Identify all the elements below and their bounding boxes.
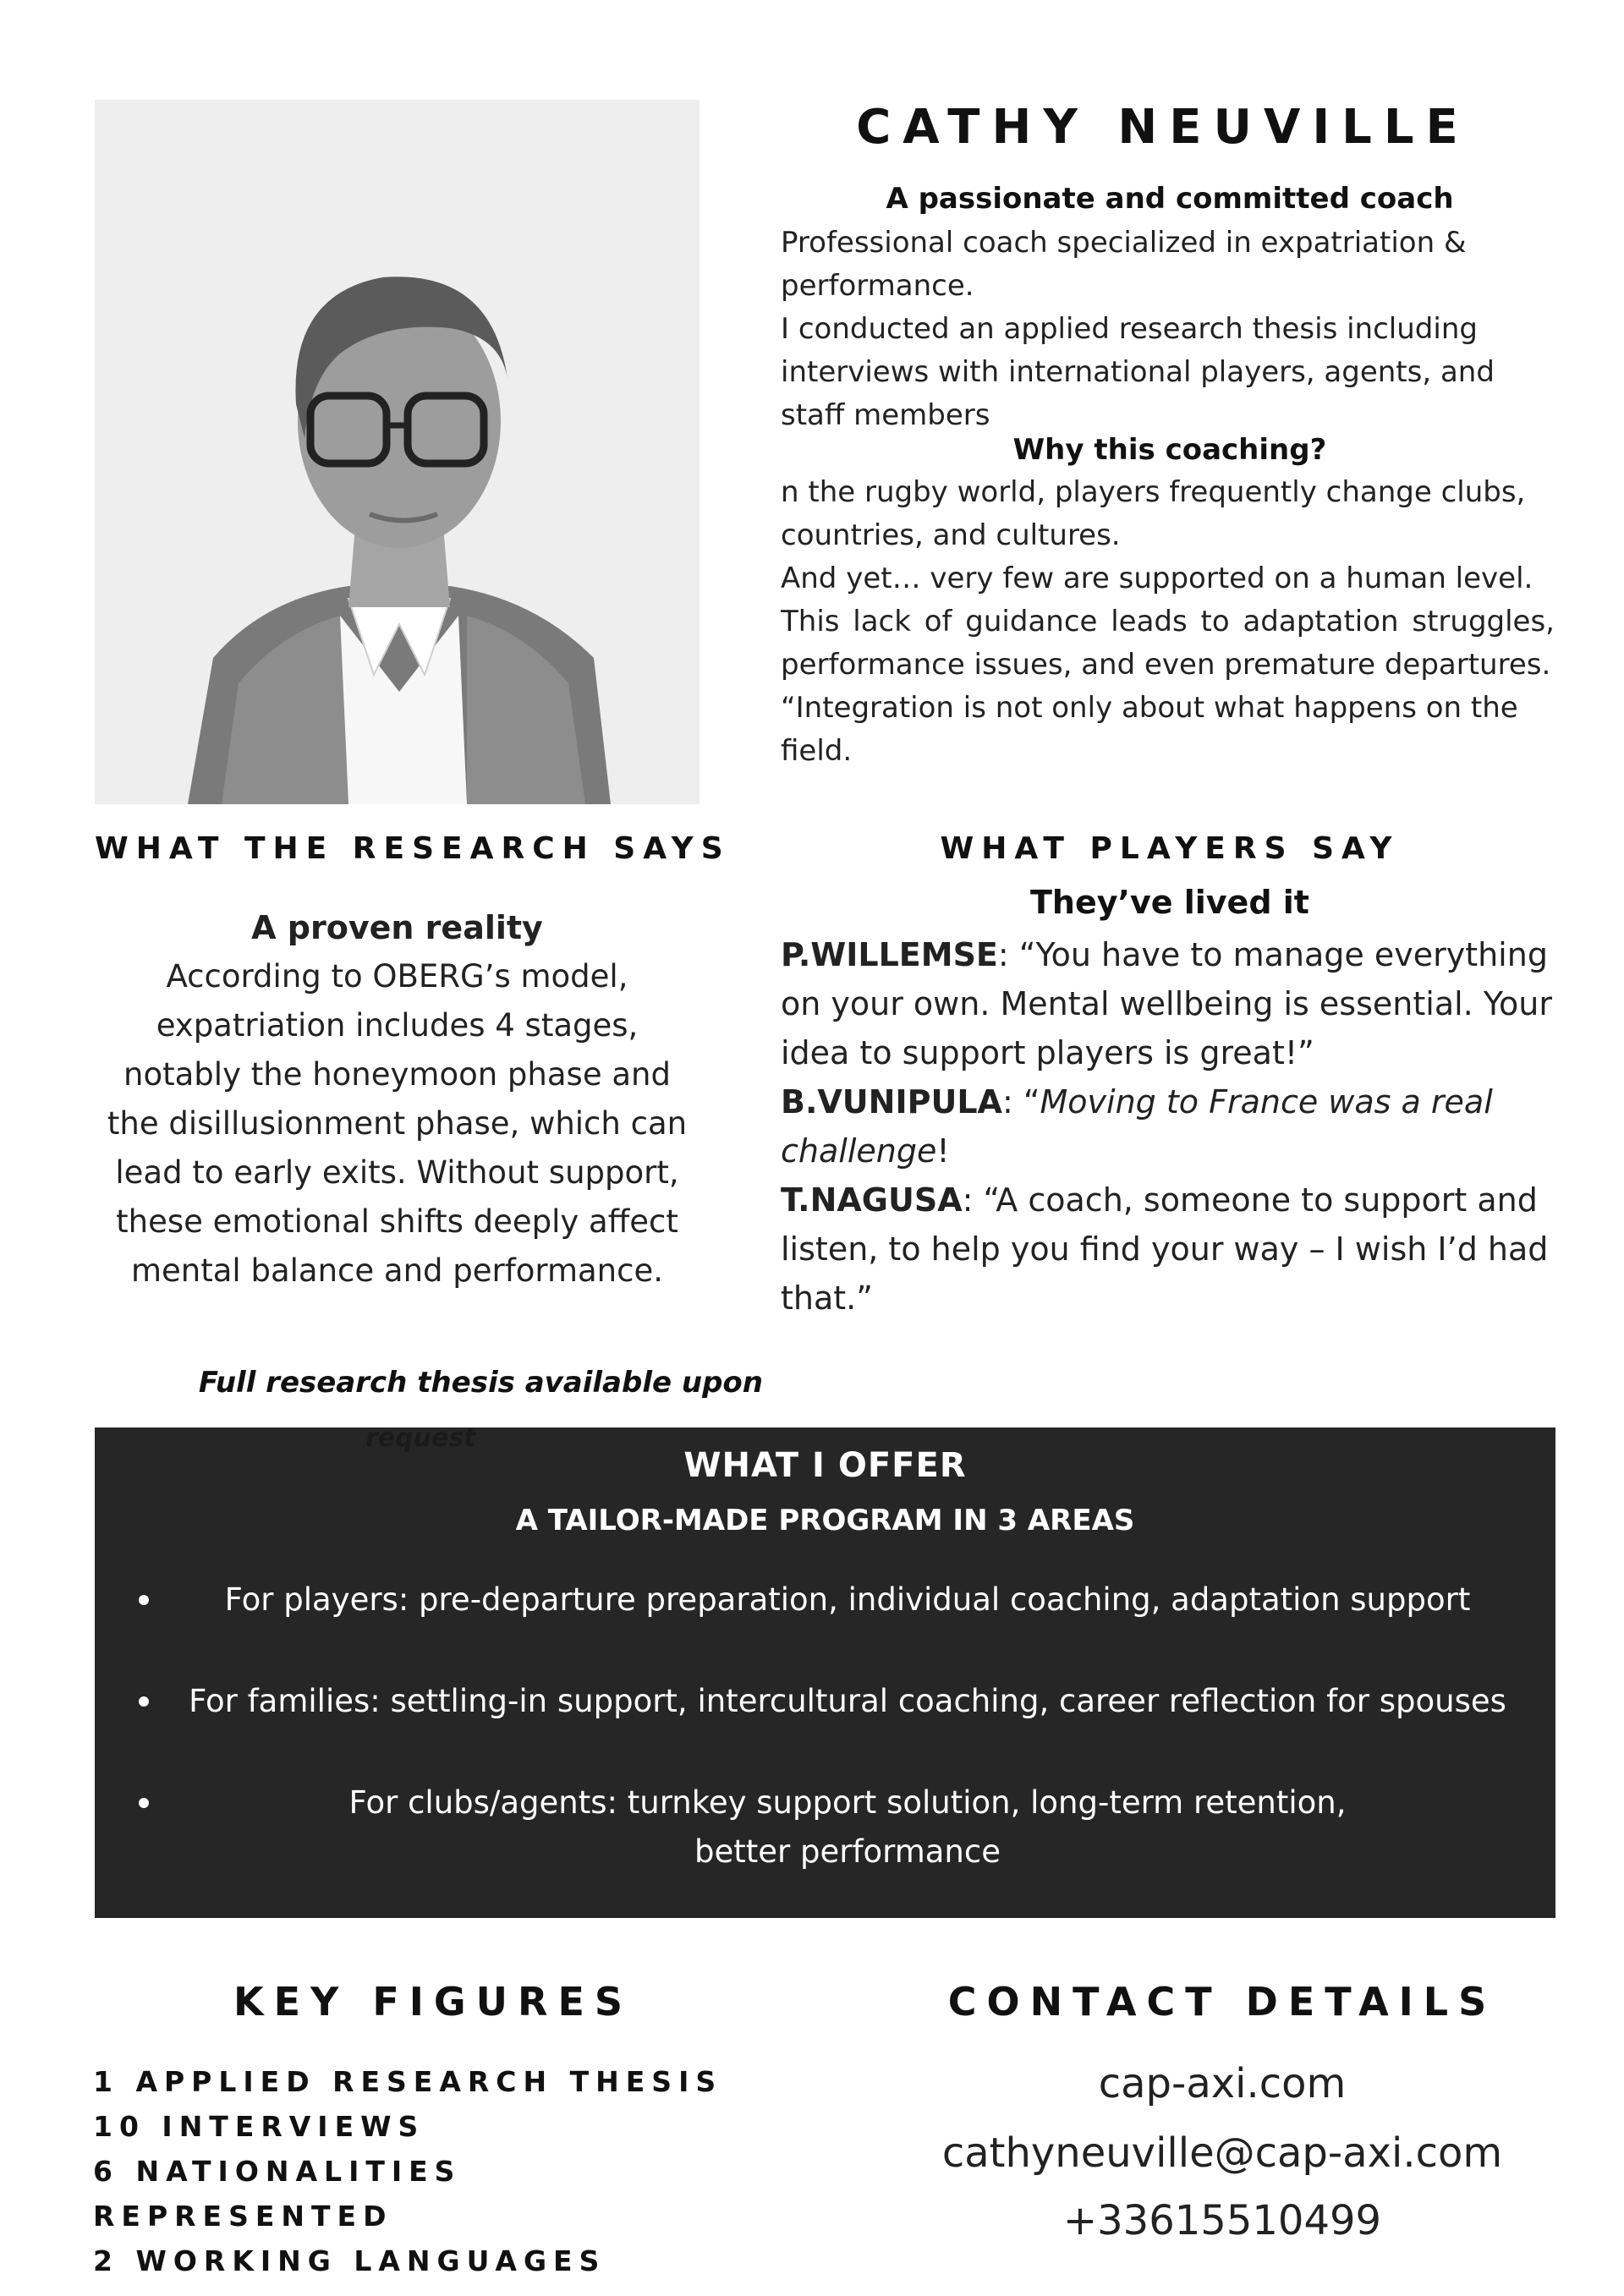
- research-body: [95, 903, 700, 1296]
- quote-item: [781, 930, 1559, 1077]
- intro-paragraph: Professional coach specialized in expatriation & performance.: [781, 226, 1467, 303]
- quote-author: T.NAGUSA: [781, 1181, 963, 1219]
- figures-list: [93, 2059, 770, 2283]
- offer-item-players: For players: pre-departure preparation, individual coaching, adaptation support: [224, 1581, 1471, 1618]
- figure-item: 10 INTERVIEWS: [93, 2110, 425, 2143]
- player-quotes: [781, 930, 1559, 1323]
- figures-title: KEY FIGURES: [233, 1979, 633, 2025]
- quote-text-italic: Moving to France was a real challenge: [781, 1083, 1493, 1170]
- contact-website[interactable]: cap-axi.com: [1098, 2060, 1347, 2107]
- quote-text: : “: [1001, 1083, 1040, 1121]
- figure-item: 6 NATIONALITIES REPRESENTED: [93, 2155, 462, 2233]
- intro-paragraph: I conducted an applied research thesis including interviews with international players, agents, and staff members: [781, 312, 1495, 432]
- offer-item-clubs: For clubs/agents: turnkey support solution, long-term retention, better performance: [348, 1784, 1347, 1870]
- why-text: [781, 471, 1555, 773]
- players-title: WHAT PLAYERS SAY: [940, 831, 1400, 866]
- offer-subtitle: A TAILOR-MADE PROGRAM IN 3 AREAS: [515, 1504, 1135, 1537]
- contact-phone[interactable]: +33615510499: [1062, 2197, 1382, 2244]
- thesis-note-continued: request: [365, 1423, 476, 1453]
- why-paragraph: “Integration is not only about what happens on the field.: [781, 691, 1518, 768]
- offer-title: WHAT I OFFER: [683, 1446, 967, 1485]
- bullet-icon: [139, 1696, 149, 1707]
- research-text: According to OBERG’s model, expatriation includes 4 stages, notably the honeymoon phase and the disillusionment phase, which can lead to early exits. Without support, these emotional shifts deeply affect mental balance and performance.: [107, 958, 688, 1289]
- figure-item: 2 WORKING LANGUAGES: [93, 2244, 606, 2277]
- why-paragraph: And yet… very few are supported on a human level.: [781, 562, 1533, 595]
- quote-text: : “A coach, someone to support and listen, to help you find your way – I wish I’d had that.”: [781, 1181, 1549, 1317]
- thesis-note: Full research thesis available upon: [198, 1366, 763, 1400]
- tagline: A passionate and committed coach: [886, 182, 1454, 216]
- quote-text: !: [936, 1132, 950, 1170]
- quote-item: [781, 1077, 1559, 1175]
- contact-title: CONTACT DETAILS: [947, 1979, 1497, 2025]
- why-title: Why this coaching?: [1012, 433, 1327, 467]
- players-subtitle: They’ve lived it: [1030, 884, 1309, 921]
- why-paragraph: n the rugby world, players frequently change clubs, countries, and cultures.: [781, 475, 1526, 552]
- research-title: WHAT THE RESEARCH SAYS: [95, 831, 731, 866]
- offer-panel: [95, 1427, 1555, 1918]
- research-subtitle: A proven reality: [251, 909, 543, 946]
- portrait-photo: [95, 100, 700, 804]
- quote-item: [781, 1175, 1559, 1323]
- offer-item-families: For families: settling-in support, intercultural coaching, career reflection for spouses: [189, 1683, 1506, 1719]
- bullet-icon: [139, 1595, 149, 1605]
- quote-author: P.WILLEMSE: [781, 936, 998, 973]
- page-title: CATHY NEUVILLE: [856, 100, 1470, 155]
- intro-text: [781, 222, 1559, 437]
- why-paragraph: This lack of guidance leads to adaptation struggles, performance issues, and even premature departures.: [781, 605, 1555, 682]
- quote-text: : “You have to manage everything on your own. Mental wellbeing is essential. Your idea to support players is great!”: [781, 936, 1552, 1071]
- bullet-icon: [139, 1798, 149, 1808]
- quote-author: B.VUNIPULA: [781, 1083, 1002, 1121]
- figure-item: 1 APPLIED RESEARCH THESIS: [93, 2065, 723, 2098]
- contact-email[interactable]: cathyneuville@cap-axi.com: [941, 2129, 1503, 2177]
